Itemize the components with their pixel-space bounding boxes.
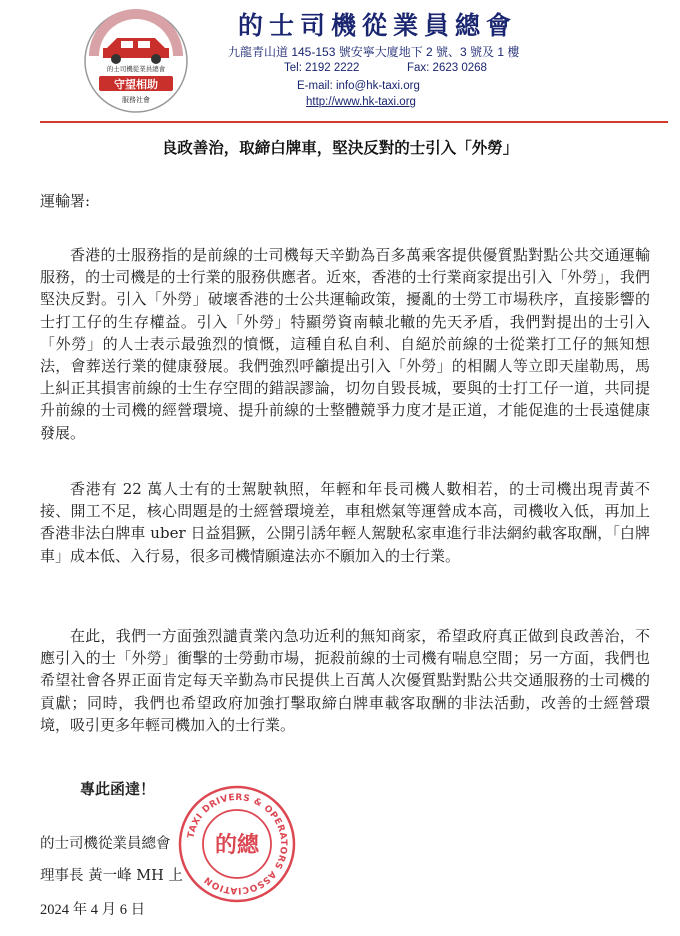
address: 九龍青山道 145-153 號安寧大廈地下 2 號、3 號及 1 樓: [228, 45, 520, 59]
paragraph-3: 在此，我們一方面強烈譴責業內急功近利的無知商家，希望政府真正做到良政善治，不應引入的士「外勞」衝擊的士勞動市場，扼殺前線的士司機有喘息空間；另一方面，我們也希望社會各界正面肯定每天辛勤為市民提供上百萬人次優質點對點公共交通服務的士司機的貢獻；同時，我們也希望政府加強打擊取締白牌車載客取酬的非法活動，改善的士經營環境，吸引更多年輕司機加入的士行業。: [40, 627, 650, 734]
closing-line: 專此函達！: [80, 780, 156, 798]
salutation: 運輸署:: [40, 192, 91, 210]
paragraph-1: 香港的士服務指的是前線的士司機每天辛勤為百多萬乘客提供優質點對點公共交通運輸服務，的士司機是的士行業的服務供應者。近來，香港的士行業商家提出引入「外勞」，我們堅決反對。引入「外勞」破壞香港的士公共運輸政策，擾亂的士勞工市場秩序，直接影響的士打工仔的生存權益。引入「外勞」特顯勞資南轅北轍的先天矛盾，我們對提出的士引入「外勞」的人士表示最強烈的憤慨，這種自私自利、自絕於前線的士從業打工仔的無知想法，會葬送行業的健康發展。我們強烈呼籲提出引入「外勞」的相關人等立即天崖勒馬，馬上糾正其損害前線的士生存空間的錯誤謬論，切勿自毀長城，要與的士打工仔一道，共同提升前線的士司機的經營環境、提升前線的士整體競爭力度才是正道，才能促進的士長遠健康發展。: [40, 246, 650, 442]
seal-center-text: 的總: [214, 833, 260, 858]
signature-org: 的士司機從業員總會: [40, 836, 171, 852]
logo-red-text: 守望相助: [114, 78, 158, 91]
seal-ring-text: TAXI DRIVERS & OPERATORS ASSOCIATION: [186, 792, 289, 896]
association-seal: [177, 784, 297, 904]
fax: Fax: 2623 0268: [407, 62, 487, 74]
logo-top-text: 的士司機從業員總會: [106, 65, 166, 73]
logo-bottom-text: 服務社會: [122, 96, 150, 104]
paragraph-2: 香港有 22 萬人士有的士駕駛執照，年輕和年長司機人數相若，的士司機出現青黃不接、開工不足，核心問題是的士經營環境差，車租燃氣等運營成本高，司機收入低，再加上香港非法白牌車 uber 日益猖獗，公開引誘年輕人駕駛私家車進行非法網約載客取酬，「白牌車」成本低、入行易，很多司機情願違法亦不願加入的士行業。: [40, 480, 650, 565]
signature-date: 2024 年 4 月 6 日: [40, 902, 146, 918]
website-link[interactable]: http://www.hk-taxi.org: [306, 96, 416, 108]
signature-chairman: 理事長 黃一峰 MH 上: [40, 868, 183, 884]
association-logo: [83, 8, 189, 114]
email-link[interactable]: E-mail: info@hk-taxi.org: [297, 80, 420, 92]
org-name-heading: 的士司機從業員總會: [238, 11, 518, 40]
header-divider: [40, 121, 668, 123]
letter-title: 良政善治，取締白牌車，堅決反對的士引入「外勞」: [161, 139, 519, 157]
telephone: Tel: 2192 2222: [284, 62, 360, 74]
